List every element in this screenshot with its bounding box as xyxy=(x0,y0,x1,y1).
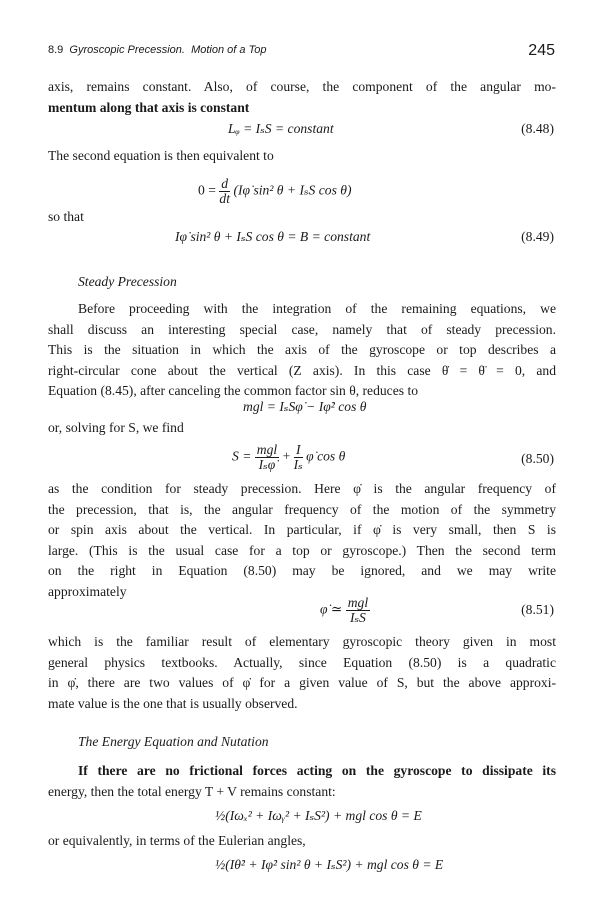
text-line: axis, remains constant. Also, of course, the component of the angular mo- xyxy=(48,79,556,94)
fraction xyxy=(346,596,370,625)
equation-body: ½(Iθ̇² + Iφ̇² sin² θ + IₛS²) + mgl cos θ = E xyxy=(215,857,444,872)
text-line: right-circular cone about the vertical (Z axis). In this case θ̇ = θ̈ = 0, and xyxy=(48,362,556,378)
text-line: mate value is the one that is usually observed. xyxy=(48,695,298,711)
text-line: the precession, that is, the angular frequency of the motion of the symmetry xyxy=(48,501,556,517)
equation-number: (8.48) xyxy=(521,121,554,136)
section-title: Gyroscopic Precession. xyxy=(69,44,185,56)
equation-number: (8.51) xyxy=(521,602,554,617)
text-line: or spin axis about the vertical. In particular, if φ̇ is very small, then S is xyxy=(48,522,556,537)
text-line: shall discuss an interesting special case, namely that of steady precession. xyxy=(48,321,556,337)
equation-8-51 xyxy=(48,596,556,636)
paragraph-3 xyxy=(48,207,556,228)
text-line: which is the familiar result of elementary gyroscopic theory given in most xyxy=(48,634,556,649)
plus-sign: + xyxy=(282,448,291,464)
section-number: 8.9 xyxy=(48,44,64,56)
text-line: Equation (8.45), after canceling the common factor sin θ, reduces to xyxy=(48,383,419,398)
equation-body: Iφ̇ sin² θ + IₛS cos θ = B = constant xyxy=(175,229,371,244)
section-heading: The Energy Equation and Nutation xyxy=(78,734,269,749)
text-line: This is the situation in which the axis of the gyroscope or top describes a xyxy=(48,342,556,357)
equation-body: ½(Iωₓ² + Iωᵧ² + IₛS²) + mgl cos θ = E xyxy=(215,808,422,823)
fraction-numerator: mgl xyxy=(347,595,369,610)
paragraph-9 xyxy=(48,831,556,852)
text-line: or equivalently, in terms of the Eulerian angles, xyxy=(48,833,306,848)
section-header xyxy=(48,44,267,56)
text-line: or, solving for S, we find xyxy=(48,420,184,435)
section-subtitle: Motion of a Top xyxy=(191,44,267,56)
fraction-denominator: IₛS xyxy=(349,610,366,625)
text-line: Before proceeding with the integration of the remaining equations, we xyxy=(78,301,556,316)
paragraph-8 xyxy=(48,761,556,802)
section-heading: Steady Precession xyxy=(78,274,177,289)
fraction-numerator: I xyxy=(294,443,303,458)
fraction xyxy=(255,443,279,472)
fraction xyxy=(219,177,230,206)
text-line: The second equation is then equivalent to xyxy=(48,148,274,163)
equation-number: (8.50) xyxy=(521,451,554,466)
text-line: approximately xyxy=(48,583,127,599)
paragraph-2 xyxy=(48,146,556,167)
text-line: energy, then the total energy T + V remains constant: xyxy=(48,783,336,799)
page-number: 245 xyxy=(528,42,555,59)
fraction-numerator: d xyxy=(221,176,229,191)
equation-8-49 xyxy=(48,229,556,269)
equation-lhs: φ̇ ≃ xyxy=(320,601,343,617)
text-line: as the condition for steady precession. Here φ̇ is the angular frequency of xyxy=(48,481,556,496)
equation-energy-2 xyxy=(48,857,556,897)
equation-lhs: S = xyxy=(232,448,252,464)
paragraph-6 xyxy=(48,479,556,602)
fraction-denominator: Iₛ xyxy=(293,457,303,472)
equation-rest: (Iφ̇ sin² θ + IₛS cos θ) xyxy=(233,182,352,198)
fraction-denominator: dt xyxy=(219,191,230,206)
text-line: in φ̇, there are two values of φ̇ for a given value of S, but the above approxi- xyxy=(48,675,556,690)
equation-body xyxy=(198,177,351,206)
equation-body xyxy=(320,596,370,625)
text-line: mentum along that axis is constant xyxy=(48,99,250,115)
text-line: on the right in Equation (8.50) may be ignored, and we may write xyxy=(48,563,556,578)
text-line: general physics textbooks. Actually, since Equation (8.50) is a quadratic xyxy=(48,654,556,670)
text-line: large. (This is the usual case for a top or gyroscope.) Then the second term xyxy=(48,542,556,558)
text-line: so that xyxy=(48,209,84,224)
equation-rest: φ̇ cos θ xyxy=(306,448,346,464)
equation-body xyxy=(232,443,345,472)
equation-body: mgl = IₛSφ̇ − Iφ̇² cos θ xyxy=(243,399,367,414)
fraction xyxy=(294,443,303,472)
equation-lhs: 0 = xyxy=(198,182,216,198)
paragraph-1 xyxy=(48,77,556,118)
equation-8-50 xyxy=(48,443,556,483)
running-header xyxy=(48,42,555,60)
equation-body: Lᵩ = IₛS = constant xyxy=(228,121,334,136)
paragraph-4 xyxy=(48,299,556,402)
equation-number: (8.49) xyxy=(521,229,554,244)
paragraph-5 xyxy=(48,418,556,439)
text-line: If there are no frictional forces acting on the gyroscope to dissipate its xyxy=(78,763,556,778)
paragraph-7 xyxy=(48,632,556,714)
fraction-numerator: mgl xyxy=(256,442,278,457)
fraction-denominator: Iₛφ̇ xyxy=(258,457,276,472)
